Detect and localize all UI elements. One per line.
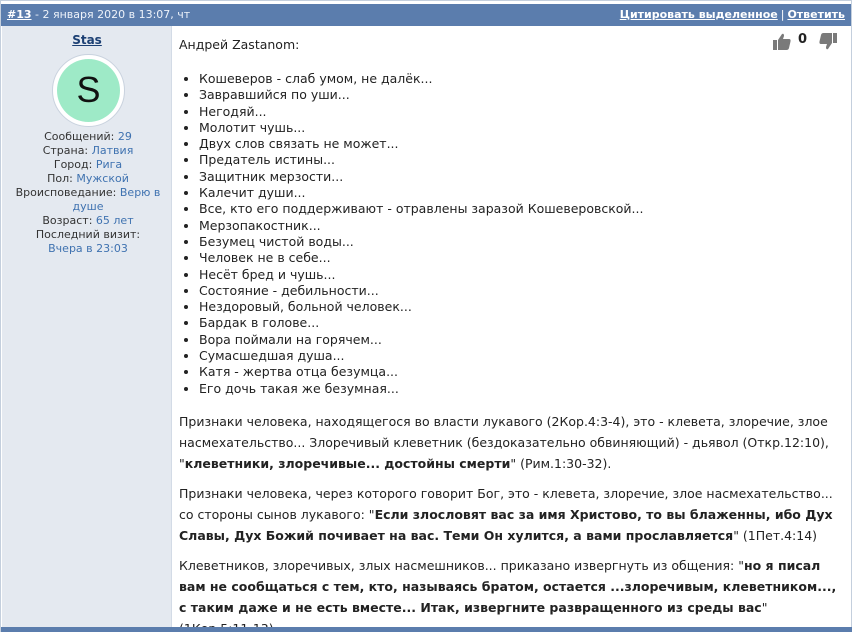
field-value: Вчера в 23:03 bbox=[48, 242, 128, 255]
author-profile-fields bbox=[12, 130, 164, 256]
avatar[interactable] bbox=[52, 54, 125, 127]
field-label: Последний визит: bbox=[35, 228, 141, 241]
list-item: • Сумасшедшая душа... bbox=[199, 348, 839, 364]
next-post-header-strip bbox=[1, 627, 852, 632]
profile-field-posts bbox=[12, 130, 164, 144]
field-value: 65 лет bbox=[95, 214, 134, 227]
list-item: • Человек не в себе... bbox=[199, 250, 839, 266]
para-bold-quote: клеветники, злоречивые... достойны смерти bbox=[184, 455, 511, 471]
list-item: • Двух слов связать не может... bbox=[199, 136, 839, 152]
quote-author: Андрей Zastanom: bbox=[179, 37, 300, 52]
field-value: Верю в душе bbox=[72, 186, 161, 213]
list-item: • Мерзопакостник... bbox=[199, 218, 839, 234]
list-item: • Все, кто его поддерживают - отравлены заразой Кошеверовской... bbox=[199, 201, 839, 217]
para-reference: " (Рим.1:30-32). bbox=[510, 455, 612, 471]
post-content bbox=[179, 37, 839, 632]
profile-field-gender bbox=[12, 172, 164, 186]
list-item: • Предатель истины... bbox=[199, 152, 839, 168]
avatar-letter: S bbox=[57, 59, 120, 122]
post-number-link[interactable]: #13 bbox=[7, 8, 32, 21]
post-actions bbox=[620, 8, 845, 21]
paragraph-signs-of-evil bbox=[179, 411, 839, 474]
list-item: • Нездоровый, больной человек... bbox=[199, 299, 839, 315]
list-item: • Негодяй... bbox=[199, 104, 839, 120]
profile-field-country bbox=[12, 144, 164, 158]
list-item: • Катя - жертва отца безумца... bbox=[199, 364, 839, 380]
field-label: Сообщений: bbox=[44, 130, 115, 143]
list-item: • Кошеверов - слаб умом, не далёк... bbox=[199, 71, 839, 87]
list-item: • Его дочь такая же безумная... bbox=[199, 381, 839, 397]
field-label: Вроисповедание: bbox=[15, 186, 117, 199]
author-profile-link[interactable]: Stas bbox=[72, 33, 102, 47]
author-sidebar bbox=[2, 26, 172, 627]
para-bold-quote: Если злословят вас за имя Христово, то вы блаженны, ибо Дух Славы, Дух Божий почивает на вас. Теми Он хулится, а вами прославляется bbox=[179, 506, 833, 543]
field-label: Страна: bbox=[42, 144, 89, 157]
post-meta bbox=[7, 8, 190, 21]
para-reference: " (1Пет.4:14) bbox=[733, 527, 818, 543]
list-item: • Молотит чушь... bbox=[199, 120, 839, 136]
field-label: Пол: bbox=[47, 172, 73, 185]
reply-link[interactable]: Ответить bbox=[787, 8, 845, 21]
field-value: Мужской bbox=[76, 172, 129, 185]
para-bold-quote: но я писал вам не сообщаться с тем, кто, называясь братом, остается ...злоречивым, клеветником..., с таким даже и не есть вместе... Итак, извергните развращенного из среды вас bbox=[179, 557, 837, 615]
profile-field-age bbox=[12, 214, 164, 228]
post-date: - 2 января 2020 в 13:07, чт bbox=[31, 8, 191, 21]
para-text: Клеветников, злоречивых, злых насмешников... приказано извергнуть из общения: " bbox=[179, 557, 744, 573]
profile-field-last-visit bbox=[12, 228, 164, 256]
list-item: • Вора поймали на горячем... bbox=[199, 332, 839, 348]
field-label: Возраст: bbox=[42, 214, 93, 227]
field-value: Латвия bbox=[91, 144, 134, 157]
actions-separator: | bbox=[780, 8, 785, 21]
list-item: • Состояние - дебильности... bbox=[199, 283, 839, 299]
para-text: Признаки человека, находящегося во власти лукавого (2Кор.4:3-4), это - клевета, злоречие, злое насмехательство... Злоречивый клеветник (бездоказательно обвиняющий) - дьявол (Откр.12:10), " bbox=[179, 413, 829, 471]
list-item: • Завравшийся по уши... bbox=[199, 87, 839, 103]
field-value: Рига bbox=[95, 158, 123, 171]
profile-field-religion bbox=[12, 186, 164, 214]
author-username bbox=[2, 33, 172, 47]
rating-count: 0 bbox=[798, 32, 808, 47]
post-header bbox=[1, 4, 851, 26]
insult-list bbox=[179, 71, 839, 397]
field-label: Город: bbox=[53, 158, 93, 171]
list-item: • Защитник мерзости... bbox=[199, 169, 839, 185]
quote-selected-link[interactable]: Цитировать выделенное bbox=[619, 8, 778, 21]
list-item: • Калечит души... bbox=[199, 185, 839, 201]
paragraph-excommunication bbox=[179, 555, 839, 632]
list-item: • Безумец чистой воды... bbox=[199, 234, 839, 250]
para-reference: " bbox=[761, 599, 768, 615]
para-text: Признаки человека, через которого говорит Бог, это - клевета, злоречие, злое насмехательство... со стороны сынов лукавого: " bbox=[179, 485, 833, 522]
profile-field-city bbox=[12, 158, 164, 172]
paragraph-signs-of-god bbox=[179, 483, 839, 546]
list-item: • Несёт бред и чушь... bbox=[199, 267, 839, 283]
list-item: • Бардак в голове... bbox=[199, 315, 839, 331]
field-value: 29 bbox=[117, 130, 132, 143]
